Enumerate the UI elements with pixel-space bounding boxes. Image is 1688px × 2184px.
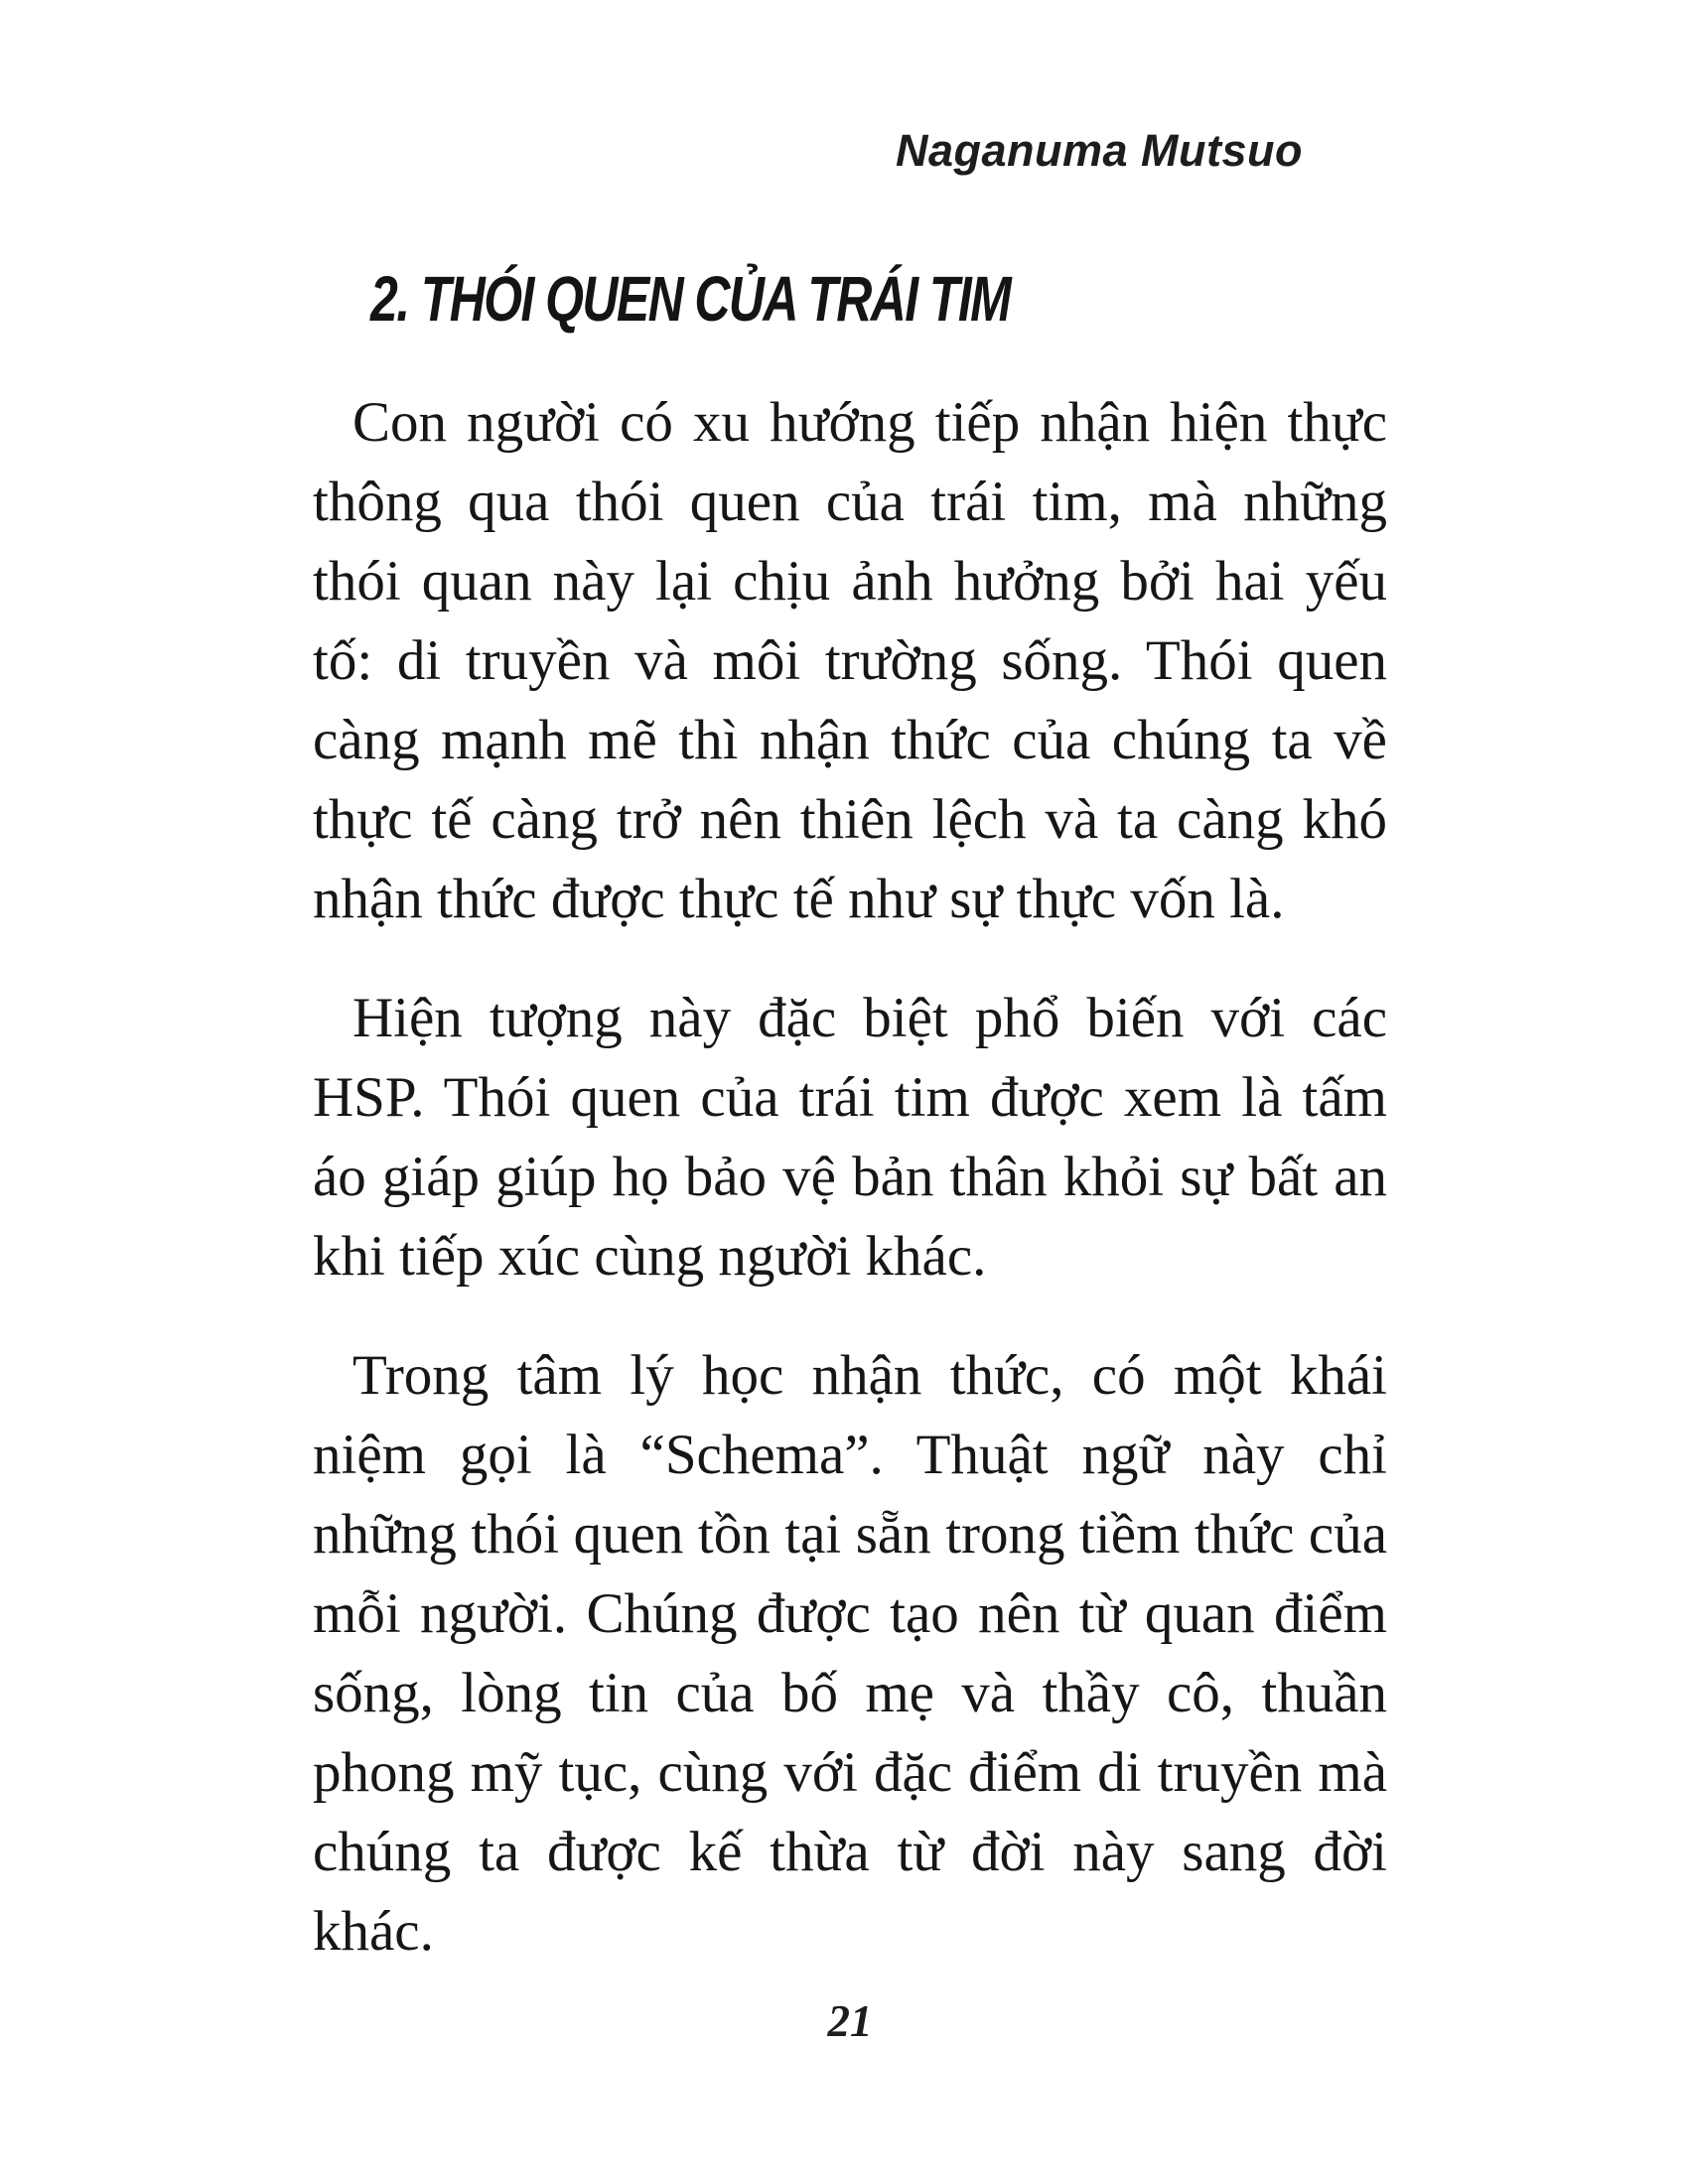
running-header-author: Naganuma Mutsuo xyxy=(895,125,1303,176)
body-paragraph-2: Hiện tượng này đặc biệt phổ biến với các HSP. Thói quen của trái tim được xem là tấm áo giáp giúp họ bảo vệ bản thân khỏi sự bất an khi tiếp xúc cùng người khác. xyxy=(313,987,1387,1288)
page-number: 21 xyxy=(827,1996,873,2046)
section-heading: 2. THÓI QUEN CỦA TRÁI TIM xyxy=(370,263,1011,335)
body-paragraph-1: Con người có xu hướng tiếp nhận hiện thực thông qua thói quen của trái tim, mà những thói quan này lại chịu ảnh hưởng bởi hai yếu tố: di truyền và môi trường sống. Thói quen càng mạnh mẽ thì nhận thức của chúng ta về thực tế càng trở nên thiên lệch và ta càng khó nhận thức được thực tế như sự thực vốn là. xyxy=(313,391,1387,930)
page-content xyxy=(313,262,1387,1972)
body-paragraph-3: Trong tâm lý học nhận thức, có một khái niệm gọi là “Schema”. Thuật ngữ này chỉ những thói quen tồn tại sẵn trong tiềm thức của mỗi người. Chúng được tạo nên từ quan điểm sống, lòng tin của bố mẹ và thầy cô, thuần phong mỹ tục, cùng với đặc điểm di truyền mà chúng ta được kế thừa từ đời này sang đời khác. xyxy=(313,1344,1387,1963)
